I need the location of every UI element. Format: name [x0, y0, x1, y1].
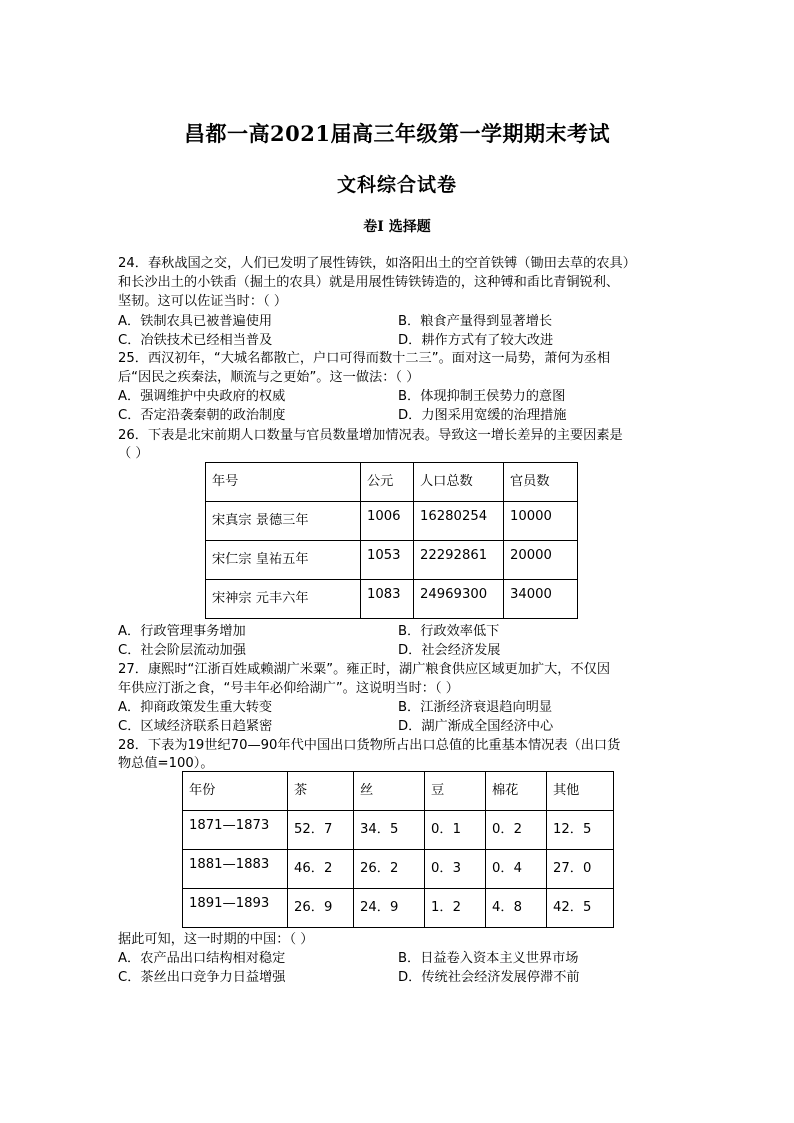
section-heading: 卷Ⅰ 选择题 [363, 219, 431, 235]
q24-stem-line-1: 24．春秋战国之交，人们已发明了展性铸铁，如洛阳出土的空首铁镈（锄田去草的农具） [118, 256, 636, 271]
exam-title: 昌都一高2021届高三年级第一学期期末考试 [184, 121, 610, 146]
q25-option-c[interactable]: C．否定沿袭秦朝的政治制度 [118, 408, 286, 423]
q28-option-c[interactable]: C．茶丝出口竞争力日益增强 [118, 970, 286, 985]
q24-option-c[interactable]: C．冶铁技术已经相当普及 [118, 333, 273, 348]
table-header-cell: 年份 [183, 772, 288, 811]
q24-option-b[interactable]: B．粮食产量得到显著增长 [398, 314, 553, 329]
q25-stem-line-2: 后“因民之疾秦法，顺流与之更始”。这一做法：（ ） [118, 370, 420, 385]
table-cell: 26．9 [288, 889, 354, 928]
table-header-row [206, 463, 578, 502]
q27-option-b[interactable]: B．江浙经济衰退趋向明显 [398, 700, 553, 715]
q27-option-a[interactable]: A．抑商政策发生重大转变 [118, 700, 273, 715]
table-row [206, 502, 578, 541]
q28-option-b[interactable]: B．日益卷入资本主义世界市场 [398, 951, 579, 966]
table-cell: 宋仁宗 皇祐五年 [206, 541, 361, 580]
table-header-cell: 公元 [361, 463, 414, 502]
table-cell: 1083 [361, 580, 414, 619]
table-cell: 0．3 [425, 850, 486, 889]
q28-option-a[interactable]: A．农产品出口结构相对稳定 [118, 951, 286, 966]
table-cell: 52．7 [288, 811, 354, 850]
table-cell: 10000 [504, 502, 578, 541]
q25-option-a[interactable]: A．强调维护中央政府的权威 [118, 389, 286, 404]
q25-option-d[interactable]: D．力图采用宽缓的治理措施 [398, 408, 567, 423]
table-header-cell: 年号 [206, 463, 361, 502]
table-header-cell: 人口总数 [414, 463, 504, 502]
table-cell: 宋真宗 景德三年 [206, 502, 361, 541]
q24-stem-line-3: 坚韧。这可以佐证当时：（ ） [118, 294, 288, 309]
q25-option-b[interactable]: B．体现抑制王侯势力的意图 [398, 389, 566, 404]
exam-subtitle: 文科综合试卷 [336, 174, 457, 196]
q28-table [182, 771, 614, 928]
table-cell: 22292861 [414, 541, 504, 580]
table-header-row [183, 772, 614, 811]
table-cell: 0．1 [425, 811, 486, 850]
q28-stem-line-2: 物总值=100）。 [118, 756, 214, 771]
table-cell: 0．4 [486, 850, 547, 889]
table-cell: 12．5 [547, 811, 614, 850]
q27-option-d[interactable]: D．湖广渐成全国经济中心 [398, 719, 554, 734]
table-header-cell: 丝 [354, 772, 425, 811]
table-header-cell: 茶 [288, 772, 354, 811]
table-header-cell: 豆 [425, 772, 486, 811]
table-cell: 34000 [504, 580, 578, 619]
table-cell: 42．5 [547, 889, 614, 928]
q26-option-d[interactable]: D．社会经济发展 [398, 643, 501, 658]
q27-option-c[interactable]: C．区域经济联系日趋紧密 [118, 719, 273, 734]
table-cell: 1006 [361, 502, 414, 541]
q26-table [205, 462, 578, 619]
q24-option-a[interactable]: A．铁制农具已被普遍使用 [118, 314, 273, 329]
q24-option-d[interactable]: D．耕作方式有了较大改进 [398, 333, 554, 348]
table-cell: 1053 [361, 541, 414, 580]
q26-stem-line-2: （ ） [118, 446, 149, 461]
table-row [183, 850, 614, 889]
q27-stem-line-2: 年供应汀浙之食，“号丰年必仰给湖广”。这说明当时：（ ） [118, 681, 459, 696]
table-row [183, 889, 614, 928]
table-header-cell: 官员数 [504, 463, 578, 502]
table-cell: 24969300 [414, 580, 504, 619]
table-cell: 24．9 [354, 889, 425, 928]
q26-option-c[interactable]: C．社会阶层流动加强 [118, 643, 246, 658]
table-cell: 34．5 [354, 811, 425, 850]
table-cell: 0．2 [486, 811, 547, 850]
table-cell: 26．2 [354, 850, 425, 889]
q28-option-d[interactable]: D．传统社会经济发展停滞不前 [398, 970, 580, 985]
q28-stem-line-3: 据此可知，这一时期的中国：（ ） [118, 932, 314, 947]
table-cell: 1．2 [425, 889, 486, 928]
table-row [183, 811, 614, 850]
table-cell: 宋神宗 元丰六年 [206, 580, 361, 619]
table-cell: 1881—1883 [183, 850, 288, 889]
q24-stem-line-2: 和长沙出土的小铁臿（掘土的农具）就是用展性铸铁铸造的，这种镈和臿比青铜锐利、 [118, 275, 620, 290]
table-cell: 4．8 [486, 889, 547, 928]
table-cell: 1871—1873 [183, 811, 288, 850]
table-header-cell: 其他 [547, 772, 614, 811]
table-cell: 16280254 [414, 502, 504, 541]
table-cell: 46．2 [288, 850, 354, 889]
table-row [206, 580, 578, 619]
q27-stem-line-1: 27．康熙时“江浙百姓咸赖湖广米粟”。雍正时，湖广粮食供应区域更加扩大，不仅因 [118, 662, 611, 677]
table-cell: 1891—1893 [183, 889, 288, 928]
q25-stem-line-1: 25．西汉初年，“大城名都散亡，户口可得而数十二三”。面对这一局势，萧何为丞相 [118, 351, 611, 366]
table-header-cell: 棉花 [486, 772, 547, 811]
table-row [206, 541, 578, 580]
q26-option-a[interactable]: A．行政管理事务增加 [118, 624, 246, 639]
q26-stem-line-1: 26．下表是北宋前期人口数量与官员数量增加情况表。导致这一增长差异的主要因素是 [118, 428, 623, 443]
table-cell: 20000 [504, 541, 578, 580]
table-cell: 27．0 [547, 850, 614, 889]
q26-option-b[interactable]: B．行政效率低下 [398, 624, 500, 639]
q28-stem-line-1: 28．下表为19世纪70—90年代中国出口货物所占出口总值的比重基本情况表（出口货 [118, 738, 621, 753]
